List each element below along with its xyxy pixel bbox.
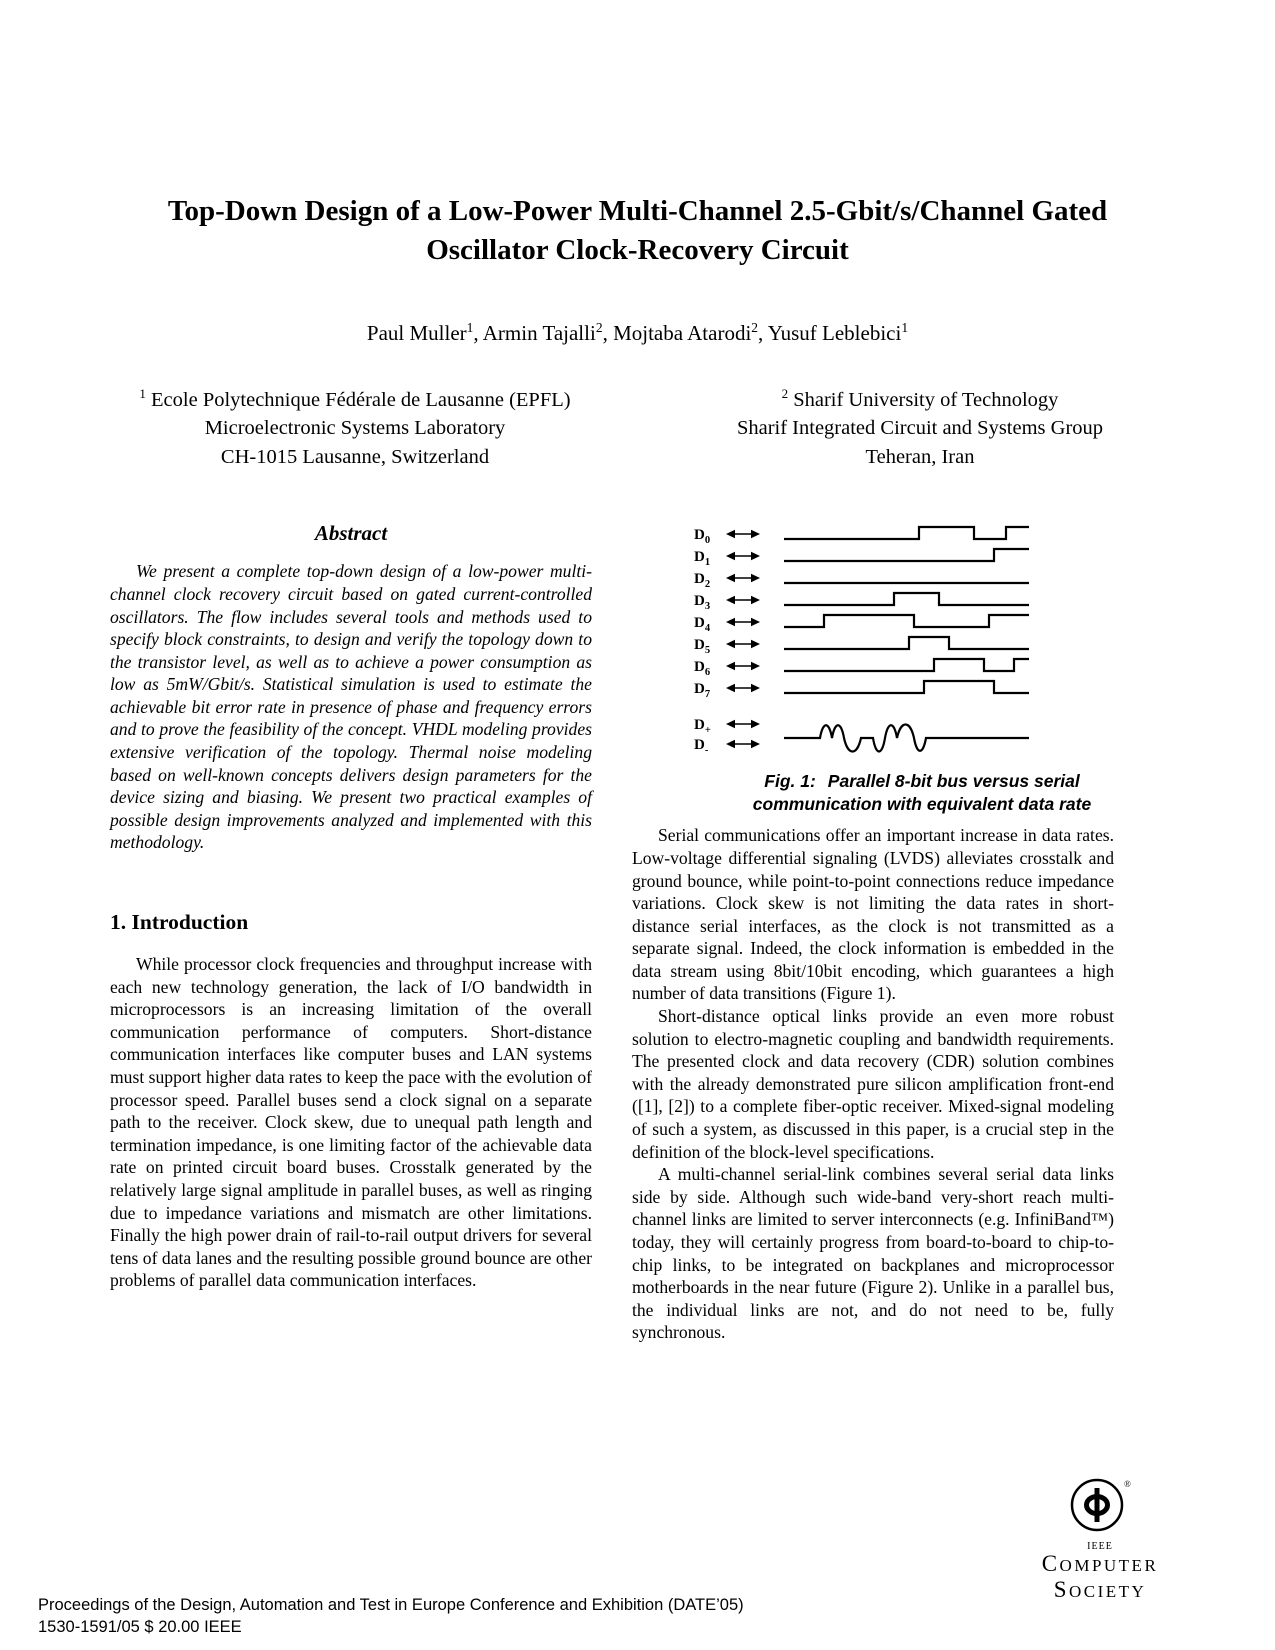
affiliation-line: CH-1015 Lausanne, Switzerland [220, 445, 490, 468]
figure-1-timing-diagram [684, 519, 1076, 759]
signal-label-d1: $D_1$ [694, 549, 711, 569]
bidirectional-arrow-icon [726, 720, 760, 728]
abstract-text: We present a complete top-down design of a low-power multi-channel clock recovery circuit based on gated current-controlled oscillators. The flow includes several tools and methods used to specify block constraints, to design and verify the topology down to the transistor level, as well as to achieve a power consumption as low as 5mW/Gbit/s. Statistical simulation is used to estimate the achievable bit error rate in presence of phase and frequency errors and to prove the feasibility of the concept. VHDL modeling provides extensive verification of the topology. Thermal noise modeling based on well-known concepts delivers design parameters for the device sizing and biasing. We present two practical examples of possible design improvements analyzed and implemented with this methodology. [110, 561, 592, 853]
two-column-body [110, 519, 1275, 1344]
signal-label-d5: $D_5$ [694, 637, 711, 657]
serial-waveform [784, 725, 1029, 752]
left-column [110, 519, 592, 1344]
author [483, 321, 613, 345]
bidirectional-arrow-icon [726, 530, 760, 538]
bidirectional-arrow-icon [726, 684, 760, 692]
paper-title: Top-Down Design of a Low-Power Multi-Channel 2.5-Gbit/s/Channel Gated Oscillator Clock-Recovery Circuit [167, 195, 1108, 266]
abstract-heading: Abstract [314, 521, 388, 546]
figure-1 [684, 519, 1114, 816]
figure-caption-text: Parallel 8-bit bus versus serial communication with equivalent data rate [752, 771, 1092, 815]
author-superscript: 2 [595, 320, 603, 335]
affiliation-line: Teheran, Iran [865, 445, 975, 468]
affiliation-superscript: 2 [781, 386, 789, 401]
signal-label-d7: $D_7$ [694, 681, 711, 701]
right-column [632, 519, 1114, 1344]
body-paragraph: A multi-channel serial-link combines several serial data links side by side. Although such wide-band very-short reach multi-channel links are limited to server interconnects (e.g. InfiniBand™) today, they will certainly progress from board-to-board to chip-to-chip links, to be integrated on backplanes and microprocessor motherboards in the near future (Figure 2). Unlike in a parallel bus, the individual links are not, and do not need to be, fully synchronous. [632, 1164, 1114, 1343]
bidirectional-arrow-icon [726, 740, 760, 748]
ieee-computer-society-logo [1025, 1475, 1175, 1604]
waveform-d6 [784, 659, 1029, 671]
registered-mark: ® [1124, 1479, 1131, 1489]
footer-line-2: 1530-1591/05 $ 20.00 IEEE [38, 1618, 242, 1636]
authors-line [0, 320, 1275, 346]
waveform-d1 [784, 549, 1029, 561]
signal-label-d3: $D_3$ [694, 593, 711, 613]
author-name: Paul Muller [366, 321, 467, 345]
footer-line-1: Proceedings of the Design, Automation and Test in Europe Conference and Exhibition (DATE’05) [38, 1596, 744, 1614]
bidirectional-arrow-icon [726, 552, 760, 560]
bidirectional-arrow-icon [726, 662, 760, 670]
ieee-phi-icon [1068, 1475, 1132, 1535]
right-column-text [632, 824, 1114, 1344]
signal-label-dminus: $D_-$ [694, 737, 709, 757]
author-separator: , [473, 321, 483, 345]
author [768, 321, 908, 345]
affiliation-line: Sharif Integrated Circuit and Systems Group [736, 417, 1104, 440]
waveform-d5 [784, 637, 1029, 649]
proceedings-footer [38, 1594, 744, 1638]
signal-label-d6: $D_6$ [694, 659, 711, 679]
author-superscript: 1 [466, 320, 474, 335]
waveform-d7 [784, 681, 1029, 693]
introduction-text: While processor clock frequencies and throughput increase with each new technology generation, the lack of I/O bandwidth in microprocessors is an increasing limitation of the overall communication performance of computers. Short-distance communication interfaces like computer buses and LAN systems must support higher data rates to keep the pace with the evolution of processor speed. Parallel buses send a clock signal on a separate path to the receiver. Clock skew, due to unequal path length and termination impedance, is one limiting factor of the achievable data rate on printed circuit board buses. Crosstalk generated by the relatively large signal amplitude in parallel buses, as well as ringing due to impedance variations and mismatch are other limitations. Finally the high power drain of rail-to-rail output drivers for several tens of data lanes and the resulting possible ground bounce are other problems of parallel data communication interfaces. [110, 954, 592, 1291]
author [367, 321, 483, 345]
affiliations [73, 380, 1203, 471]
signal-label-d2: $D_2$ [694, 571, 711, 591]
affiliation-line: $^1$ Ecole Polytechnique Fédérale de Lausanne (EPFL) [139, 386, 571, 411]
bidirectional-arrow-icon [726, 596, 760, 604]
affiliation-sharif [638, 380, 1203, 471]
figure-caption [732, 770, 1112, 816]
waveform-d3 [784, 593, 1029, 605]
author [613, 321, 768, 345]
waveform-d4 [784, 615, 1029, 627]
author-name: Mojtaba Atarodi [613, 321, 752, 345]
author-name: Yusuf Leblebici [767, 321, 902, 345]
logo-society-text: SOCIETY [1053, 1577, 1147, 1602]
affiliation-superscript: 1 [139, 386, 146, 401]
author-separator: , [758, 321, 768, 345]
figure-caption-label: Fig. 1: [764, 771, 816, 792]
bidirectional-arrow-icon [726, 640, 760, 648]
bidirectional-arrow-icon [726, 618, 760, 626]
body-paragraph: Serial communications offer an important increase in data rates. Low-voltage differential signaling (LVDS) alleviates crosstalk and ground bounce, while point-to-point connections reduce impedance variations. Clock skew is not limiting the data rates in short-distance serial interfaces, as the clock is not transmitted as a separate signal. Indeed, the clock information is embedded in the data stream using 8bit/10bit encoding, which guarantees a high number of data transitions (Figure 1). [632, 825, 1114, 1004]
author-name: Armin Tajalli [482, 321, 596, 345]
logo-ieee-text: IEEE [1087, 1541, 1113, 1552]
waveform-d0 [784, 527, 1029, 539]
affiliation-line: Microelectronic Systems Laboratory [204, 417, 506, 440]
section-heading-introduction: 1. Introduction [110, 910, 249, 935]
author-superscript: 2 [751, 320, 759, 335]
affiliation-epfl [73, 380, 638, 471]
signal-label-dplus: $D_+$ [694, 717, 711, 737]
signal-label-d4: $D_4$ [694, 615, 711, 635]
signal-label-d0: $D_0$ [694, 527, 711, 547]
author-superscript: 1 [901, 320, 909, 335]
bidirectional-arrow-icon [726, 574, 760, 582]
body-paragraph: Short-distance optical links provide an even more robust solution to electro-magnetic coupling and bandwidth requirements. The presented clock and data recovery (CDR) solution combines with the already demonstrated pure silicon amplification front-end ([1], [2]) to a complete fiber-optic receiver. Mixed-signal modeling of such a system, as discussed in this paper, is a crucial step in the definition of the block-level specifications. [632, 1006, 1114, 1162]
affiliation-line: $^2$ Sharif University of Technology [781, 386, 1059, 411]
author-separator: , [602, 321, 614, 345]
logo-computer-text: COMPUTER [1041, 1551, 1159, 1576]
